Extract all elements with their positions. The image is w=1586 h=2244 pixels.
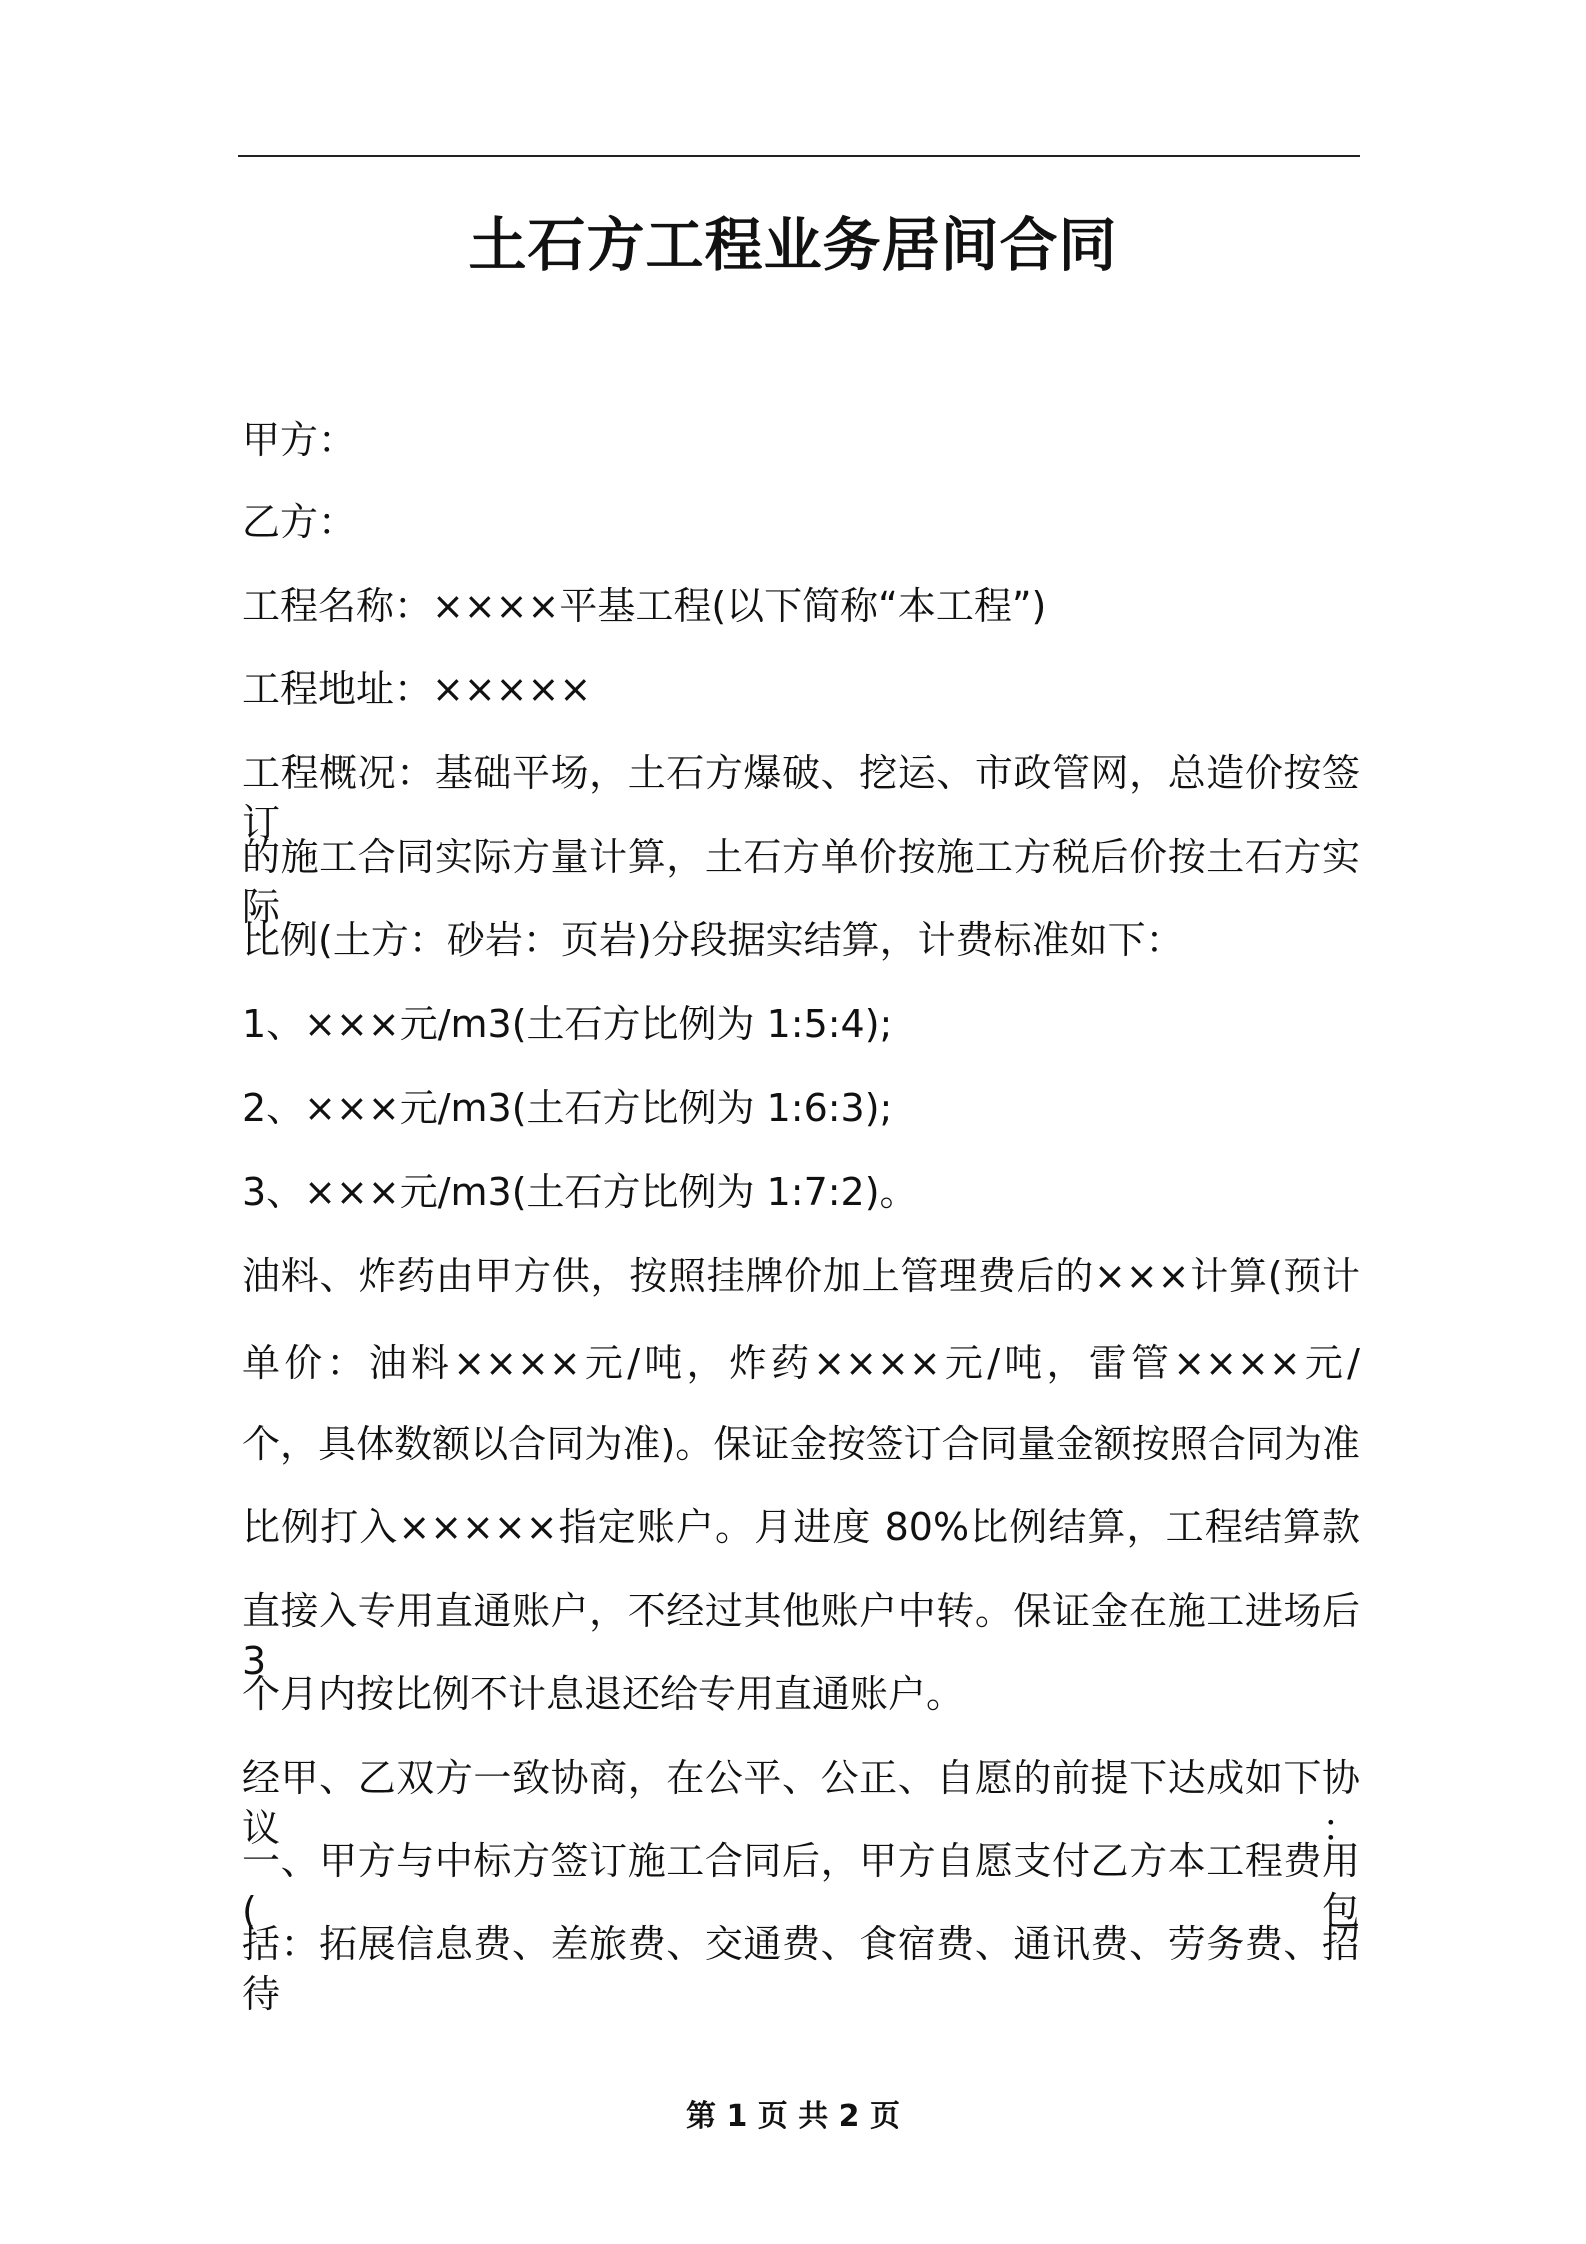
body-text-line: 工程概况：基础平场，土石方爆破、挖运、市政管网，总造价按签订 [242, 751, 1360, 845]
price-item-2: 2、×××元/m3(土石方比例为 1:6:3); [242, 1086, 893, 1130]
clause-1-line: 括：拓展信息费、差旅费、交通费、食宿费、通讯费、劳务费、招待 [242, 1922, 1360, 2016]
page-number-footer: 第 1 页 共 2 页 [686, 2099, 900, 2134]
body-text-line: 个月内按比例不计息退还给专用直通账户。 [242, 1672, 965, 1716]
clause-1-line: 一、甲方与中标方签订施工合同后，甲方自愿支付乙方本工程费用(包 [242, 1839, 1360, 1933]
project-name-line: 工程名称：××××平基工程(以下简称“本工程”) [242, 584, 1047, 628]
party-b-line: 乙方： [242, 500, 357, 544]
body-text-line: 个，具体数额以合同为准)。保证金按签订合同量金额按照合同为准 [242, 1422, 1360, 1466]
body-text-line: 比例(土方：砂岩：页岩)分段据实结算，计费标准如下： [242, 918, 1184, 962]
body-text-line: 直接入专用直通账户，不经过其他账户中转。保证金在施工进场后 3 [242, 1589, 1360, 1683]
body-text-line: 经甲、乙双方一致协商，在公平、公正、自愿的前提下达成如下协议： [242, 1756, 1360, 1850]
body-text-line: 单价：油料××××元/吨，炸药××××元/吨，雷管××××元/ [242, 1341, 1360, 1385]
body-text-line: 比例打入×××××指定账户。月进度 80%比例结算，工程结算款 [242, 1505, 1360, 1549]
body-text-line: 油料、炸药由甲方供，按照挂牌价加上管理费后的×××计算(预计 [242, 1254, 1360, 1298]
price-item-3: 3、×××元/m3(土石方比例为 1:7:2)。 [242, 1170, 918, 1214]
project-address-line: 工程地址：××××× [242, 667, 592, 711]
party-a-line: 甲方： [242, 418, 357, 462]
header-rule [238, 155, 1360, 157]
body-text-line: 的施工合同实际方量计算，土石方单价按施工方税后价按土石方实际 [242, 835, 1360, 929]
document-title: 土石方工程业务居间合同 [468, 211, 1118, 279]
price-item-1: 1、×××元/m3(土石方比例为 1:5:4); [242, 1002, 893, 1046]
